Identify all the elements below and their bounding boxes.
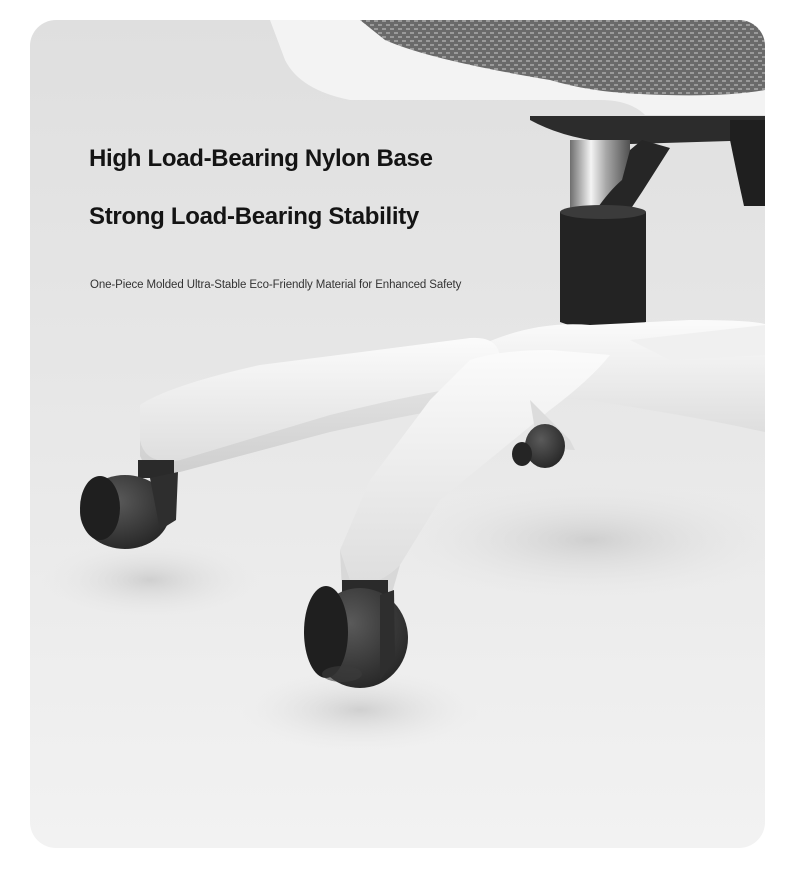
seat-mechanism: [530, 116, 765, 144]
headline-secondary: Strong Load-Bearing Stability: [89, 203, 419, 230]
product-photo-card: [30, 20, 765, 848]
feature-description: One-Piece Molded Ultra-Stable Eco-Friendly Material for Enhanced Safety: [90, 279, 462, 291]
caster-shadow-left: [40, 540, 260, 620]
seat-knob: [730, 120, 765, 206]
base-shadow: [390, 480, 765, 600]
headline-primary: High Load-Bearing Nylon Base: [89, 145, 433, 172]
caster-front: [304, 580, 408, 688]
caster-left: [80, 460, 178, 549]
gas-lift-housing: [560, 212, 646, 330]
